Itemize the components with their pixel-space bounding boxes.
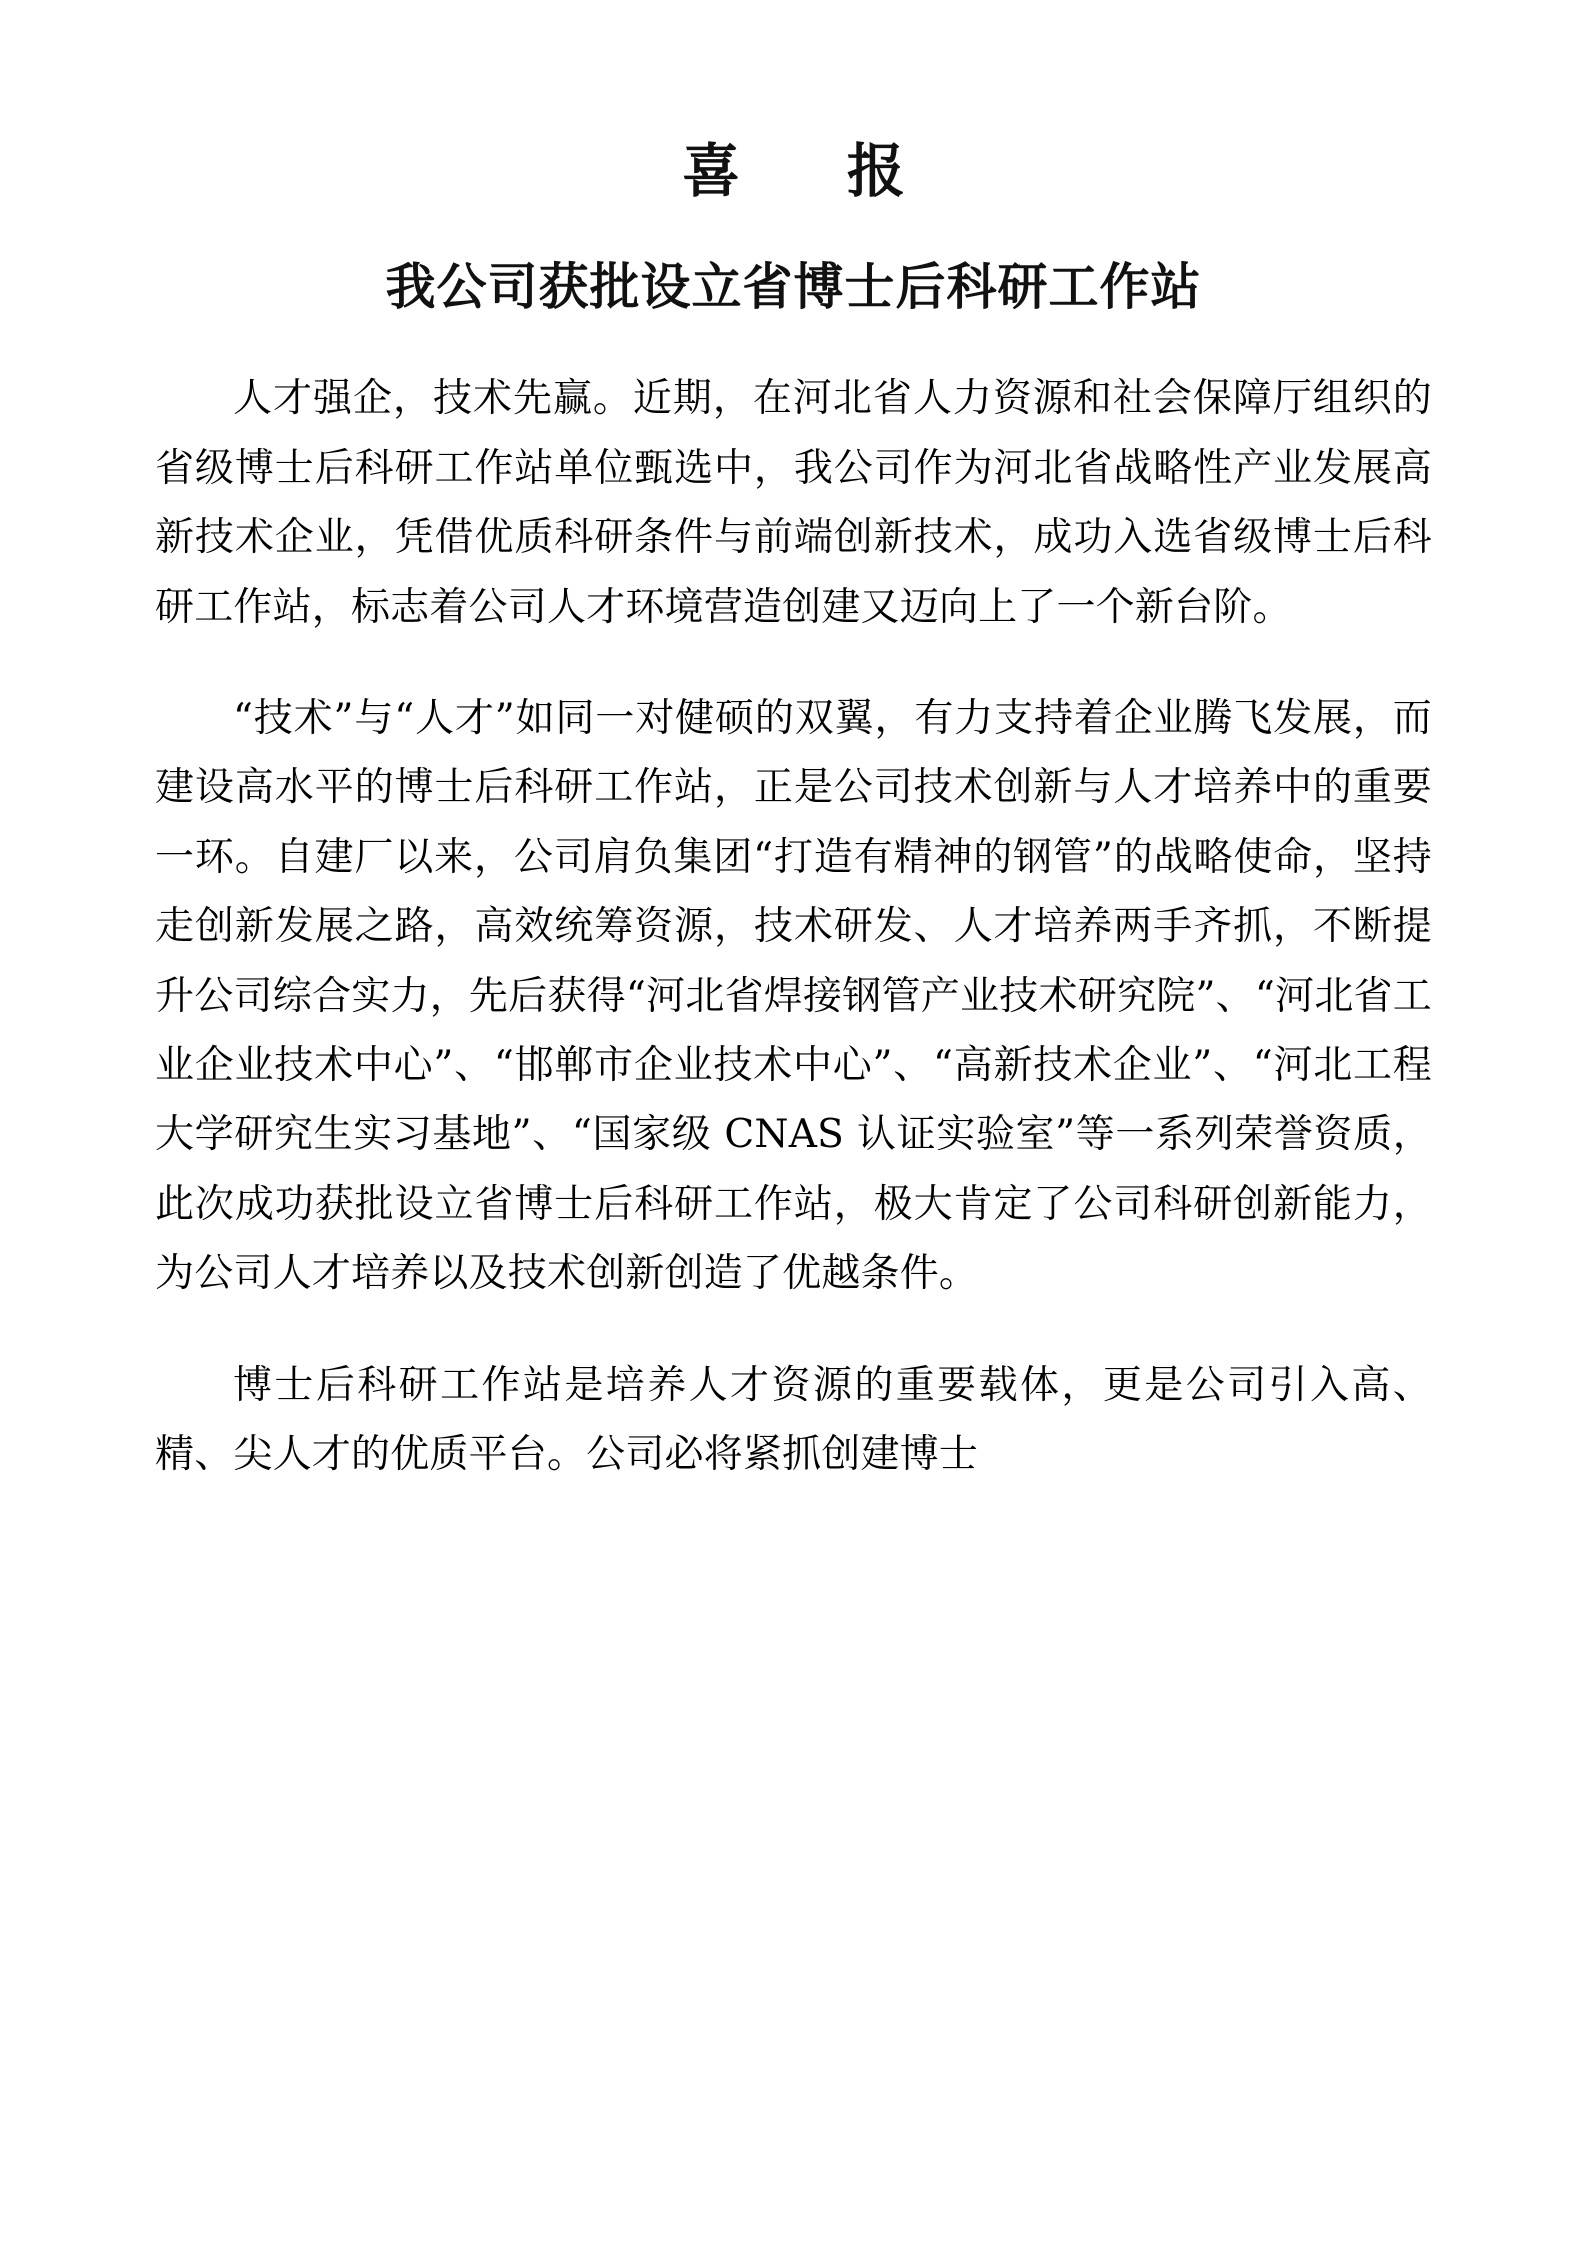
body-paragraph: 人才强企，技术先赢。近期，在河北省人力资源和社会保障厅组织的省级博士后科研工作站单位甄选中，我公司作为河北省战略性产业发展高新技术企业，凭借优质科研条件与前端创新技术，成功入选省级博士后科研工作站，标志着公司人才环境营造创建又迈向上了一个新台阶。 (155, 376, 1432, 630)
page-title: 喜 报 (682, 137, 930, 205)
body-paragraph: “技术”与“人才”如同一对健硕的双翼，有力支持着企业腾飞发展，而建设高水平的博士后科研工作站，正是公司技术创新与人才培养中的重要一环。自建厂以来，公司肩负集团“打造有精神的钢管”的战略使命，坚持走创新发展之路，高效统筹资源，技术研发、人才培养两手齐抓，不断提升公司综合实力，先后获得“河北省焊接钢管产业技术研究院”、“河北省工业企业技术中心”、“邯郸市企业技术中心”、“高新技术企业”、“河北工程大学研究生实习基地”、“国家级 CNAS 认证实验室”等一系列荣誉资质，此次成功获批设立省博士后科研工作站，极大肯定了公司科研创新能力，为公司人才培养以及技术创新创造了优越条件。 (155, 695, 1432, 1297)
document-subtitle: 我公司获批设立省博士后科研工作站 (385, 256, 1202, 316)
document-body (155, 364, 1432, 1489)
body-paragraph: 博士后科研工作站是培养人才资源的重要载体，更是公司引入高、精、尖人才的优质平台。公司必将紧抓创建博士 (155, 1362, 1432, 1477)
